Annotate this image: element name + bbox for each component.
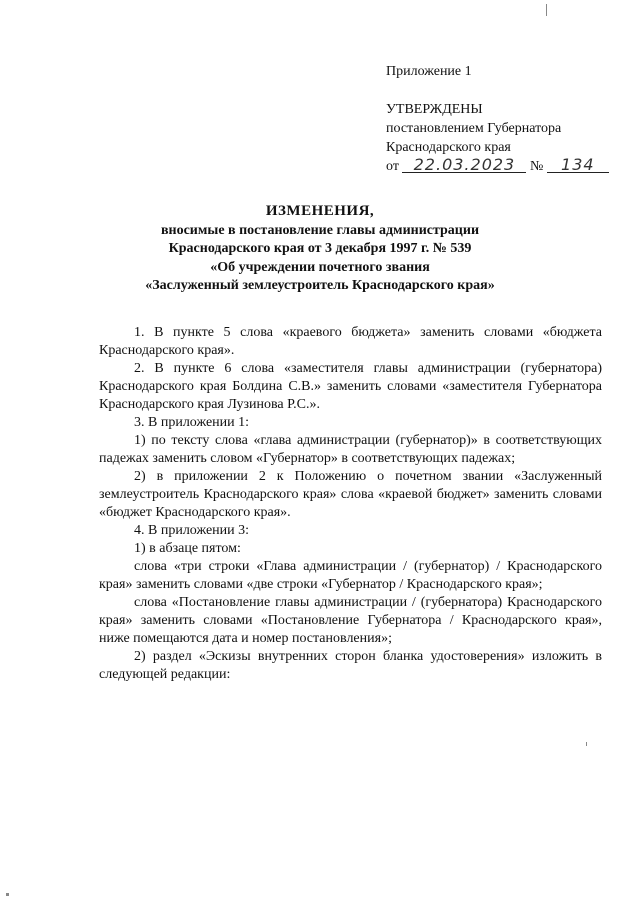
appendix-label: Приложение 1 bbox=[386, 64, 472, 79]
document-heading bbox=[100, 202, 540, 296]
date-prefix: от bbox=[386, 159, 399, 174]
heading-title: ИЗМЕНЕНИЯ, bbox=[265, 203, 375, 219]
approved-label: УТВЕРЖДЕНЫ bbox=[386, 102, 483, 117]
spacer bbox=[386, 81, 622, 100]
paragraph: 4. В приложении 3: bbox=[134, 523, 250, 538]
heading-line: Краснодарского края от 3 декабря 1997 г. № 539 bbox=[168, 241, 472, 256]
paragraph: слова «Постановление главы администрации / (губернатора) Краснодарского края» заменить словами «Постановление Губернатора / Краснодарского края», ниже помещаются дата и номер постановления»; bbox=[99, 595, 602, 646]
paragraph: 1. В пункте 5 слова «краевого бюджета» заменить словами «бюджета Краснодарского края». bbox=[99, 325, 602, 358]
paragraph: слова «три строки «Глава администрации / (губернатор) / Краснодарского края» заменить словами «две строки «Губернатор / Краснодарского края»; bbox=[99, 559, 602, 592]
paragraph: 1) в абзаце пятом: bbox=[134, 541, 241, 556]
number-prefix: № bbox=[529, 159, 544, 174]
approval-date-line bbox=[386, 157, 622, 176]
heading-line: «Заслуженный землеустроитель Краснодарского края» bbox=[145, 278, 495, 293]
paragraph: 3. В приложении 1: bbox=[134, 415, 250, 430]
handwritten-date: 22.03.2023 bbox=[402, 157, 526, 173]
paragraph: 2) раздел «Эскизы внутренних сторон бланка удостоверения» изложить в следующей редакции: bbox=[99, 649, 602, 682]
scan-speck bbox=[586, 742, 587, 746]
document-body bbox=[99, 324, 602, 684]
paragraph: 2) в приложении 2 к Положению о почетном звании «Заслуженный землеустроитель Краснодарского края» слова «краевой бюджет» заменить словами «бюджет Краснодарского края». bbox=[99, 469, 602, 520]
approval-line-2: Краснодарского края bbox=[386, 140, 511, 155]
handwritten-number: 134 bbox=[547, 157, 609, 173]
approval-block bbox=[386, 62, 622, 176]
scan-speck bbox=[546, 4, 547, 16]
approval-line-1: постановлением Губернатора bbox=[386, 121, 562, 136]
paragraph: 1) по тексту слова «глава администрации (губернатор)» в соответствующих падежах заменить словом «Губернатор» в соответствующих падежах; bbox=[99, 433, 602, 466]
paragraph: 2. В пункте 6 слова «заместителя главы администрации (губернатора) Краснодарского края Болдина С.В.» заменить словами «заместителя Губернатора Краснодарского края Лузинова Р.С.». bbox=[99, 361, 602, 412]
heading-line: вносимые в постановление главы администрации bbox=[160, 222, 480, 238]
scan-speck bbox=[6, 893, 9, 896]
heading-line: «Об учреждении почетного звания bbox=[210, 259, 430, 275]
